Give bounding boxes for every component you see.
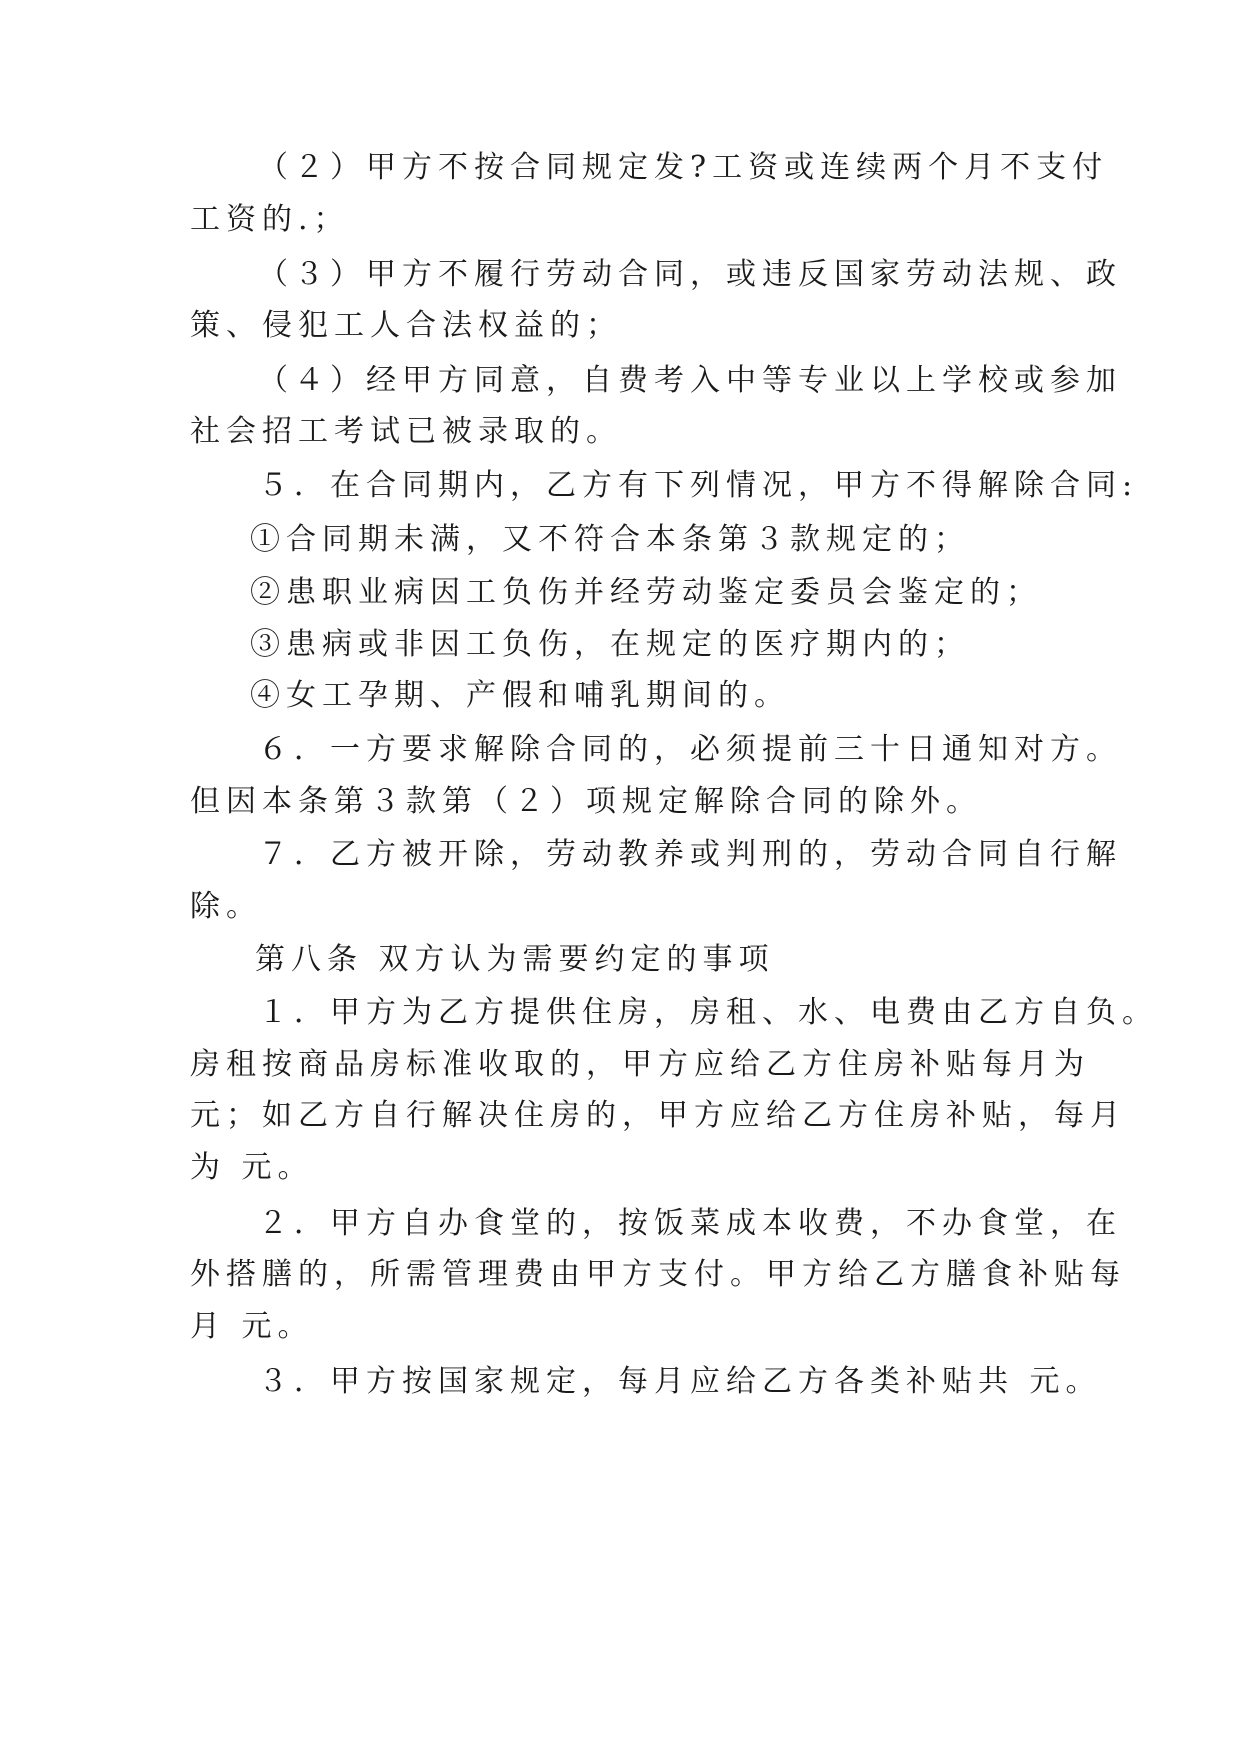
article-8-item-2-line-3: 月 元。 xyxy=(190,1309,314,1344)
clause-5-item-1: ①合同期未满，又不符合本条第３款规定的； xyxy=(250,522,970,557)
clause-5-item-3: ③患病或非因工负伤，在规定的医疗期内的； xyxy=(250,627,970,662)
clause-5-heading: ５．在合同期内，乙方有下列情况，甲方不得解除合同: xyxy=(258,468,1139,503)
clause-7-line-2: 除。 xyxy=(190,889,262,924)
article-8-item-1-line-3: 元；如乙方自行解决住房的，甲方应给乙方住房补贴，每月 xyxy=(190,1098,1126,1133)
article-8-item-1-line-1: １．甲方为乙方提供住房，房租、水、电费由乙方自负。 xyxy=(258,995,1158,1030)
clause-6-line-1: ６．一方要求解除合同的，必须提前三十日通知对方。 xyxy=(258,732,1122,767)
clause-3-2-line-2: 工资的.； xyxy=(190,202,350,237)
article-8-item-3: ３．甲方按国家规定，每月应给乙方各类补贴共 元。 xyxy=(258,1364,1102,1399)
clause-3-3-line-1: （３）甲方不履行劳动合同，或违反国家劳动法规、政 xyxy=(258,257,1122,292)
clause-3-4-line-2: 社会招工考试已被录取的。 xyxy=(190,414,622,449)
article-8-item-1-line-4: 为 元。 xyxy=(190,1150,314,1185)
clause-3-2-line-1: （２）甲方不按合同规定发?工资或连续两个月不支付 xyxy=(258,150,1109,185)
article-8-heading: 第八条 双方认为需要约定的事项 xyxy=(255,942,775,977)
clause-7-line-1: ７．乙方被开除，劳动教养或判刑的，劳动合同自行解 xyxy=(258,837,1122,872)
clause-3-4-line-1: （４）经甲方同意，自费考入中等专业以上学校或参加 xyxy=(258,363,1122,398)
clause-5-item-4: ④女工孕期、产假和哺乳期间的。 xyxy=(250,678,790,713)
clause-5-item-2: ②患职业病因工负伤并经劳动鉴定委员会鉴定的； xyxy=(250,575,1042,610)
article-8-item-2-line-1: ２．甲方自办食堂的，按饭菜成本收费，不办食堂，在 xyxy=(258,1206,1122,1241)
article-8-item-1-line-2: 房租按商品房标准收取的，甲方应给乙方住房补贴每月为 xyxy=(190,1047,1090,1082)
clause-6-line-2: 但因本条第３款第（２）项规定解除合同的除外。 xyxy=(190,784,982,819)
article-8-item-2-line-2: 外搭膳的，所需管理费由甲方支付。甲方给乙方膳食补贴每 xyxy=(190,1257,1126,1292)
clause-3-3-line-2: 策、侵犯工人合法权益的； xyxy=(190,308,622,343)
